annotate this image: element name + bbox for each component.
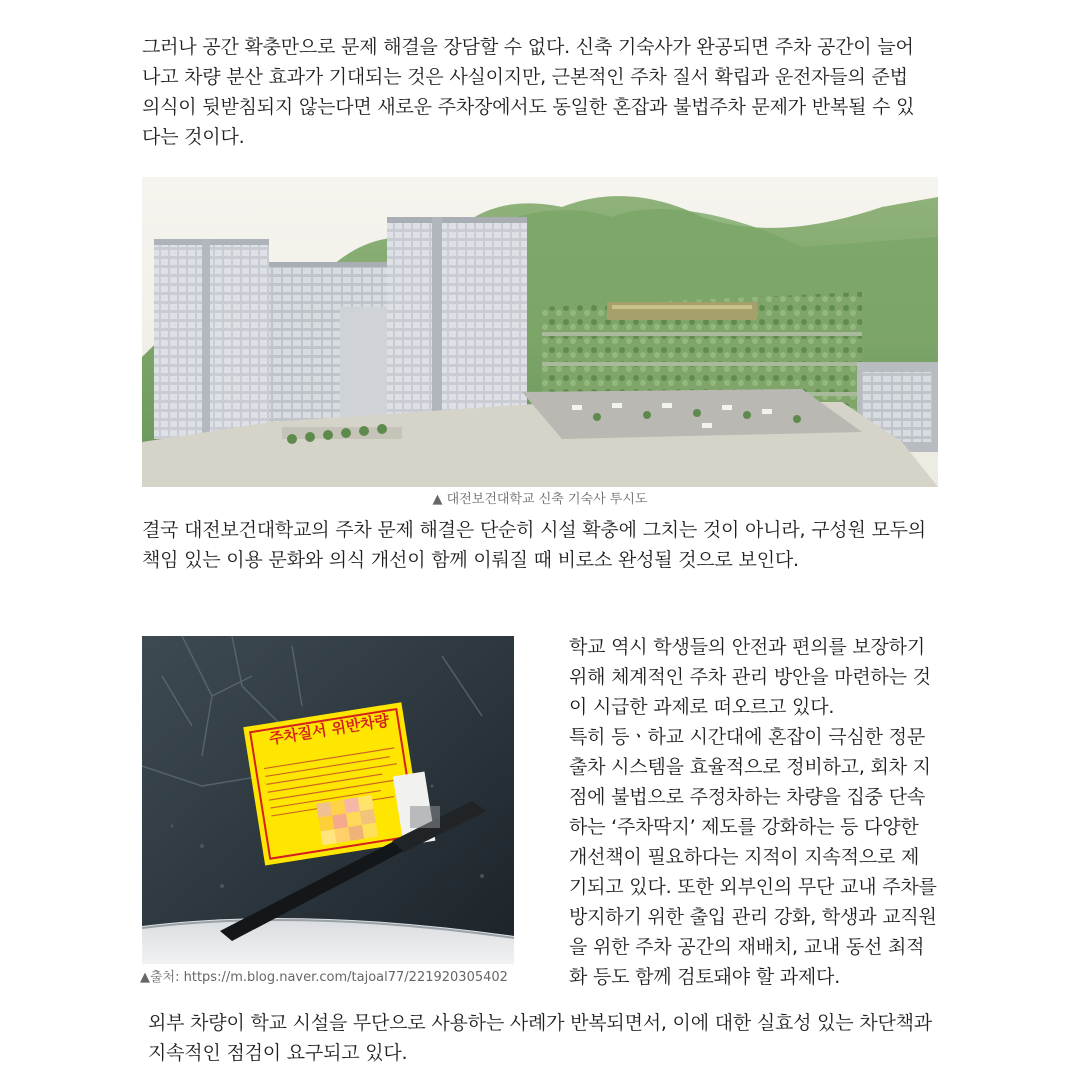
article-paragraph-4: 외부 차량이 학교 시설을 무단으로 사용하는 사례가 반복되면서, 이에 대한 실효성 있는 차단책과 지속적인 점검이 요구되고 있다. <box>148 1012 932 1064</box>
article-paragraph-1: 그러나 공간 확충만으로 문제 해결을 장담할 수 없다. 신축 기숙사가 완공되면 주차 공간이 늘어 나고 차량 분산 효과가 기대되는 것은 사실이지만, 근본적인 주차 질서 확립과 운전자들의 준법 의식이 뒷받침되지 않는다면 새로운 주차장에서도 동일한 혼잡과 불법주차 문제가 반복될 수 있 다는 것이다. <box>142 36 915 148</box>
notice-title: 주차질서 위반차량 <box>267 711 391 748</box>
article-paragraph-2: 결국 대전보건대학교의 주차 문제 해결은 단순히 시설 확충에 그치는 것이 아니라, 구성원 모두의 책임 있는 이용 문화와 의식 개선이 함께 이뤄질 때 비로소 완성될 것으로 보인다. <box>142 519 926 571</box>
dormitory-rendering-image <box>142 177 938 487</box>
figure-2-caption: ▲출처: https://m.blog.naver.com/tajoal77/221920305402 <box>140 970 508 985</box>
figure-1-caption: ▲ 대전보건대학교 신축 기숙사 투시도 <box>432 492 648 507</box>
article-paragraph-3: 학교 역시 학생들의 안전과 편의를 보장하기 위해 체계적인 주차 관리 방안을 마련하는 것 이 시급한 과제로 떠오르고 있다. 특히 등ㆍ하교 시간대에 혼잡이 극심한 정문 출차 시스템을 효율적으로 정비하고, 회차 지 점에 불법으로 주정차하는 차량을 집중 단속 하는 ‘주차딱지’ 제도를 강화하는 등 다양한 개선책이 필요하다는 지적이 지속적으로 제 기되고 있다. 또한 외부인의 무단 교내 주차를 방지하기 위한 출입 관리 강화, 학생과 교직원 을 위한 주차 공간의 재배치, 교내 동선 최적 화 등도 함께 검토돼야 할 과제다. <box>569 636 937 988</box>
parking-ticket-photo <box>142 636 514 964</box>
